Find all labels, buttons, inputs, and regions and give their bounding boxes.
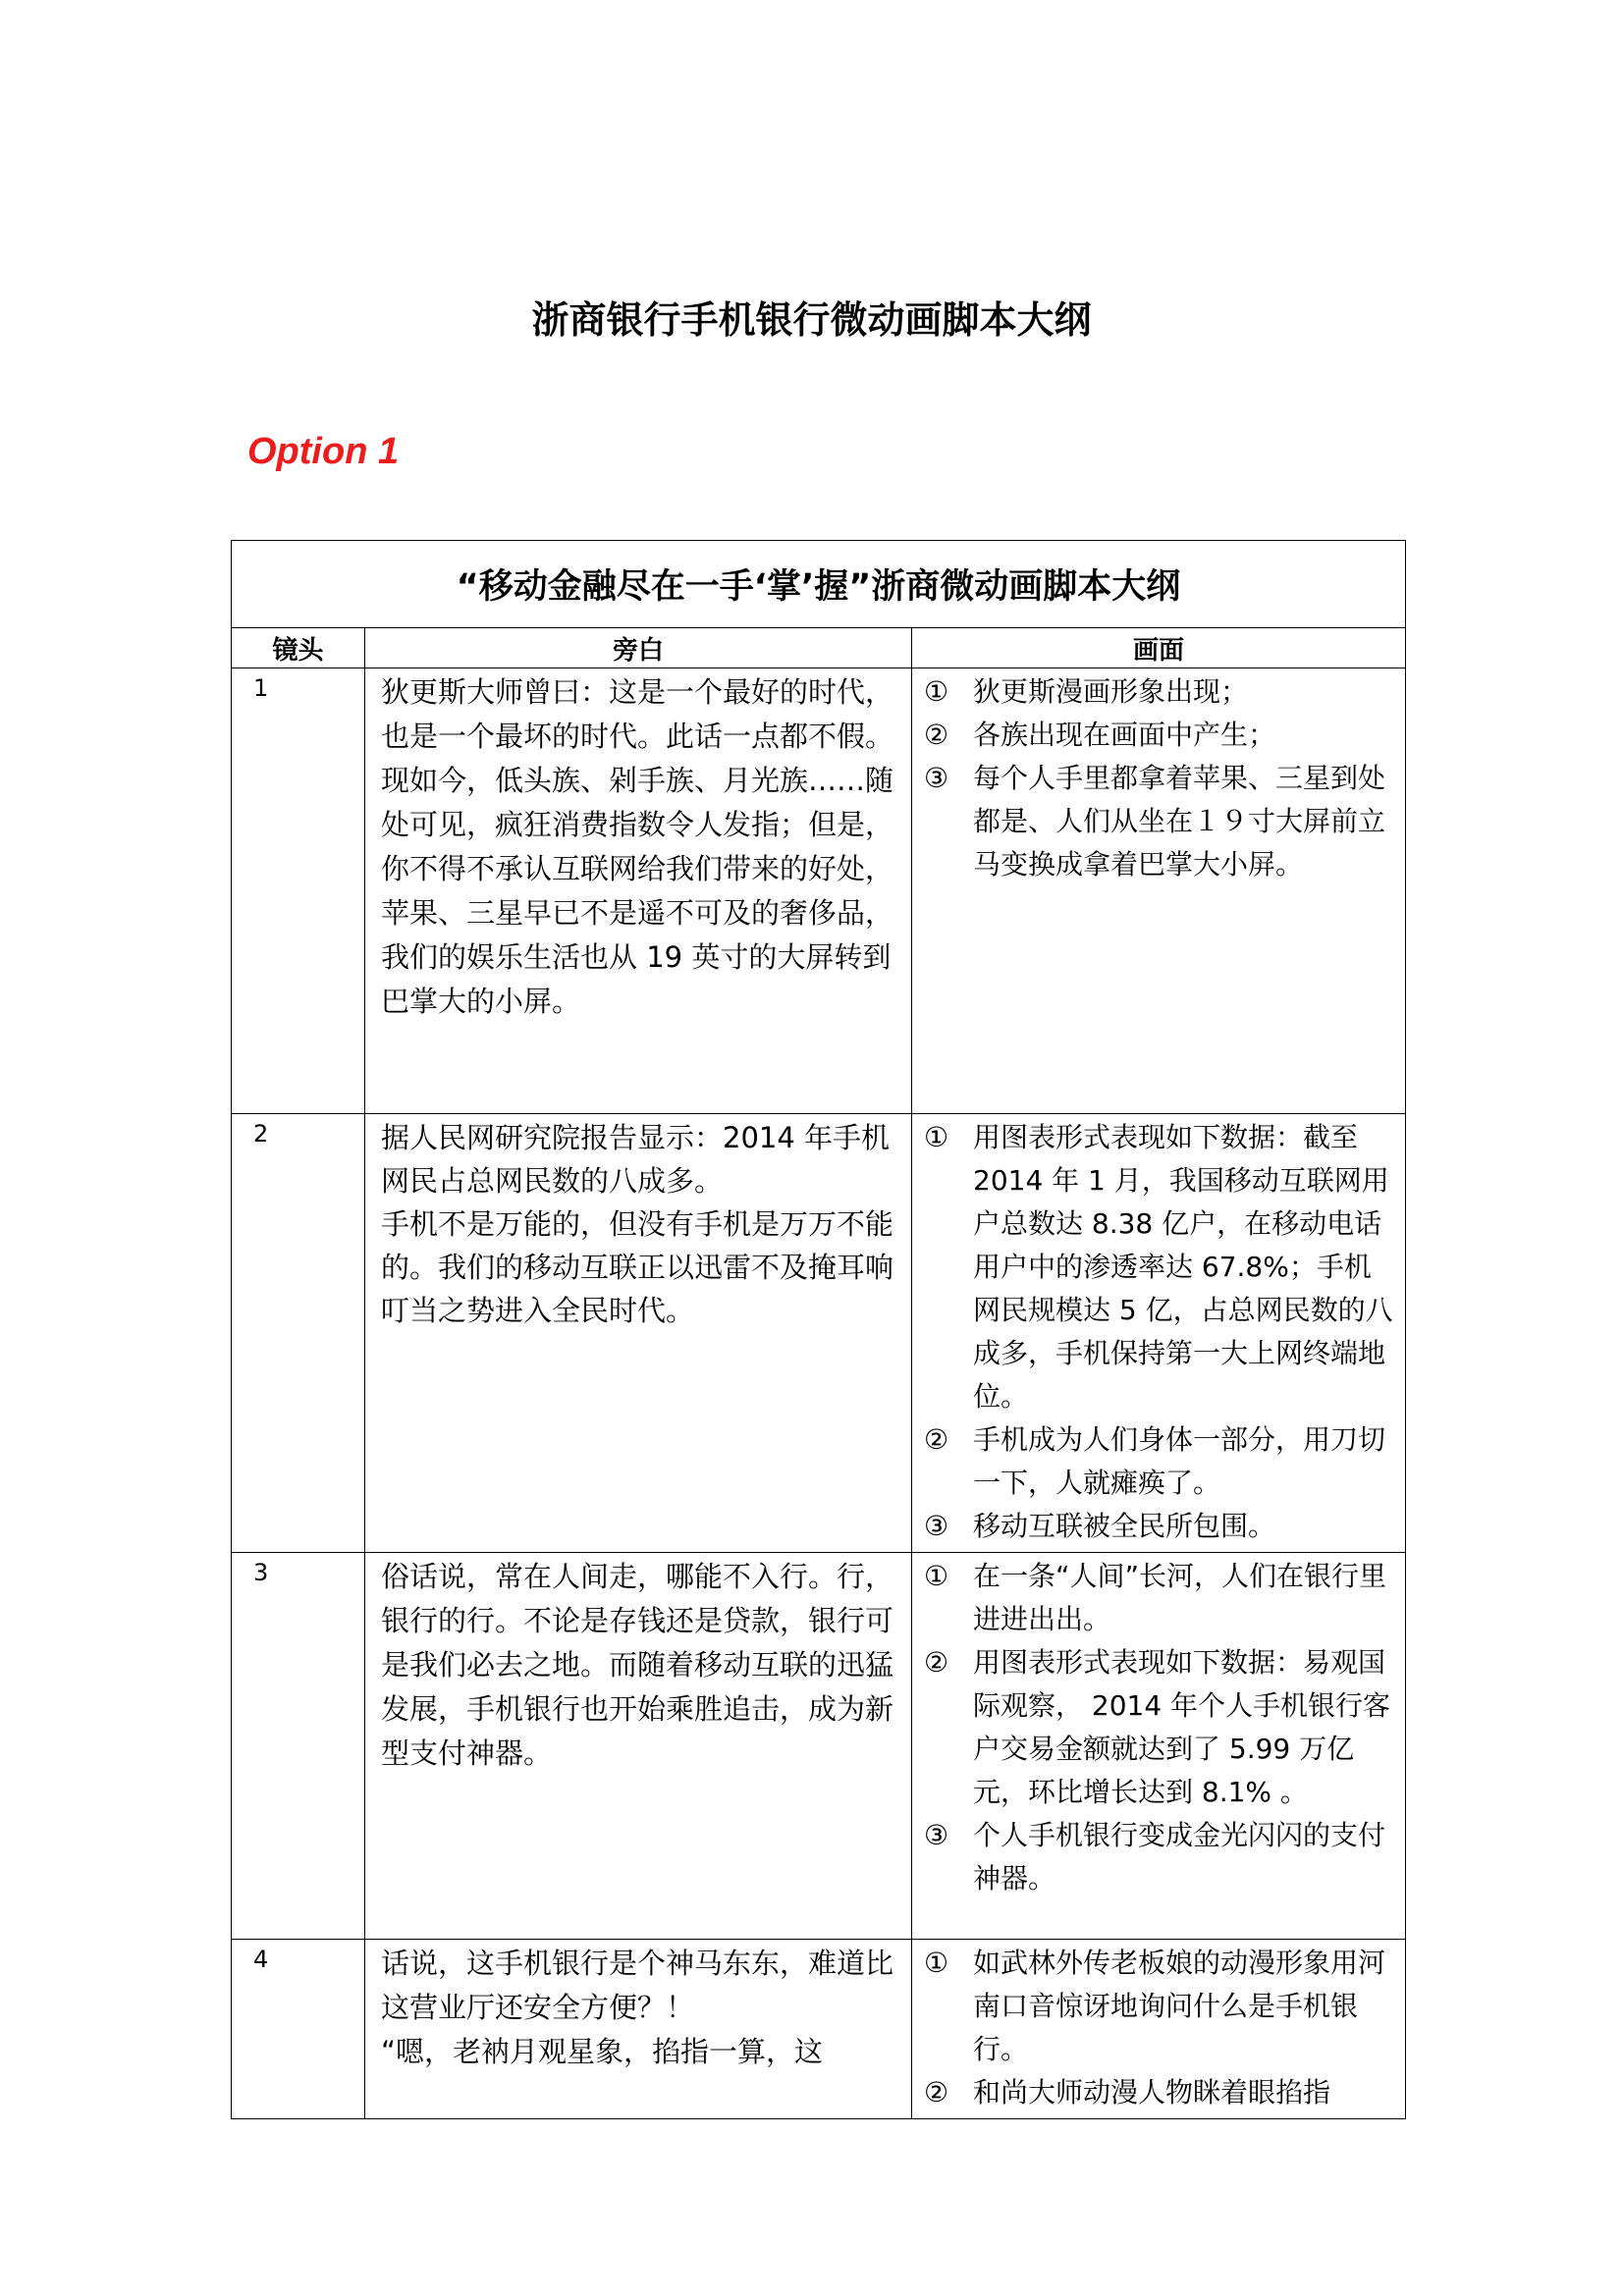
scene-item-text: 用图表形式表现如下数据：截至 2014 年 1 月，我国移动互联网用户总数达 8.38 亿户，在移动电话用户中的渗透率达 67.8%；手机网民规模达 5 亿，占总网民数的八成多，手机保持第一大上网终端地位。 [973,1121,1393,1413]
document-title: 浙商银行手机银行微动画脚本大纲 [531,298,1092,342]
shot-number: 2 [232,1114,365,1553]
table-caption: “移动金融尽在一手‘掌’握”浙商微动画脚本大纲 [232,541,1406,628]
scene-item-text: 移动互联被全民所包围。 [973,1510,1276,1542]
scene-item-text: 每个人手里都拿着苹果、三星到处都是、人们从坐在１９寸大屏前立马变换成拿着巴掌大小屏。 [973,762,1386,881]
narration-paragraph: 狄更斯大师曾曰：这是一个最好的时代，也是一个最坏的时代。此话一点都不假。现如今，低头族、剁手族、月光族……随处可见，疯狂消费指数令人发指；但是，你不得不承认互联网给我们带来的好处，苹果、三星早已不是遥不可及的奢侈品，我们的娱乐生活也从 19 英寸的大屏转到巴掌大的小屏。 [381,675,894,1018]
scene-item [924,1555,1395,1641]
scene-item-number: ② [924,719,949,751]
header-narration: 旁白 [365,628,912,668]
table-row [232,1114,1406,1553]
scene-cell [912,1940,1406,2119]
scene-item-number: ③ [924,762,949,794]
scene-item-number: ① [924,1121,949,1153]
scene-cell [912,1114,1406,1553]
scene-item-number: ③ [924,1819,949,1851]
shot-number: 3 [232,1553,365,1940]
narration-paragraph: 据人民网研究院报告显示：2014 年手机网民占总网民数的八成多。 [381,1121,891,1198]
narration-cell [365,1553,912,1940]
scene-cell [912,668,1406,1114]
scene-item-text: 狄更斯漫画形象出现； [973,675,1249,708]
scene-item-text: 如武林外传老板娘的动漫形象用河南口音惊讶地询问什么是手机银行。 [973,1947,1386,2065]
script-table [231,540,1406,2119]
scene-item-number: ② [924,1646,949,1679]
scene-item-number: ① [924,1560,949,1592]
narration-cell [365,668,912,1114]
scene-item [924,1505,1395,1548]
scene-item [924,1942,1395,2071]
scene-item-text: 在一条“人间”长河，人们在银行里进进出出。 [973,1560,1387,1635]
header-scene: 画面 [912,628,1406,668]
scene-item [924,1814,1395,1900]
scene-item [924,757,1395,886]
scene-item [924,1641,1395,1814]
scene-item-number: ③ [924,1510,949,1542]
table-row [232,1940,1406,2119]
scene-item [924,2071,1395,2114]
narration-paragraph: “嗯，老衲月观星象，掐指一算，这 [381,2035,824,2068]
scene-item-number: ① [924,1947,949,1979]
scene-item [924,1116,1395,1418]
narration-paragraph: 俗话说，常在人间走，哪能不入行。行，银行的行。不论是存钱还是贷款，银行可是我们必去之地。而随着移动互联的迅猛发展，手机银行也开始乘胜追击，成为新型支付神器。 [381,1560,894,1770]
scene-item-number: ② [924,1423,949,1456]
scene-item-number: ② [924,2076,949,2109]
scene-item [924,714,1395,757]
scene-item-text: 用图表形式表现如下数据：易观国际观察， 2014 年个人手机银行客户交易金额就达到了 5.99 万亿元，环比增长达到 8.1% 。 [973,1646,1391,1808]
option-label: Option 1 [247,431,400,472]
narration-cell [365,1114,912,1553]
narration-cell [365,1940,912,2119]
narration-paragraph: 手机不是万能的，但没有手机是万万不能的。我们的移动互联正以迅雷不及掩耳响叮当之势进入全民时代。 [381,1207,894,1327]
scene-item-text: 和尚大师动漫人物眯着眼掐指 [973,2076,1331,2109]
scene-item-number: ① [924,675,949,708]
header-shot: 镜头 [232,628,365,668]
table-row [232,1553,1406,1940]
scene-item-text: 手机成为人们身体一部分，用刀切一下，人就瘫痪了。 [973,1423,1386,1499]
table-row [232,668,1406,1114]
scene-item-text: 个人手机银行变成金光闪闪的支付神器。 [973,1819,1386,1895]
scene-item [924,1418,1395,1505]
shot-number: 1 [232,668,365,1114]
shot-number: 4 [232,1940,365,2119]
scene-item-text: 各族出现在画面中产生； [973,719,1276,751]
narration-paragraph: 话说，这手机银行是个神马东东，难道比这营业厅还安全方便？！ [381,1947,894,2024]
scene-item [924,670,1395,714]
scene-cell [912,1553,1406,1940]
